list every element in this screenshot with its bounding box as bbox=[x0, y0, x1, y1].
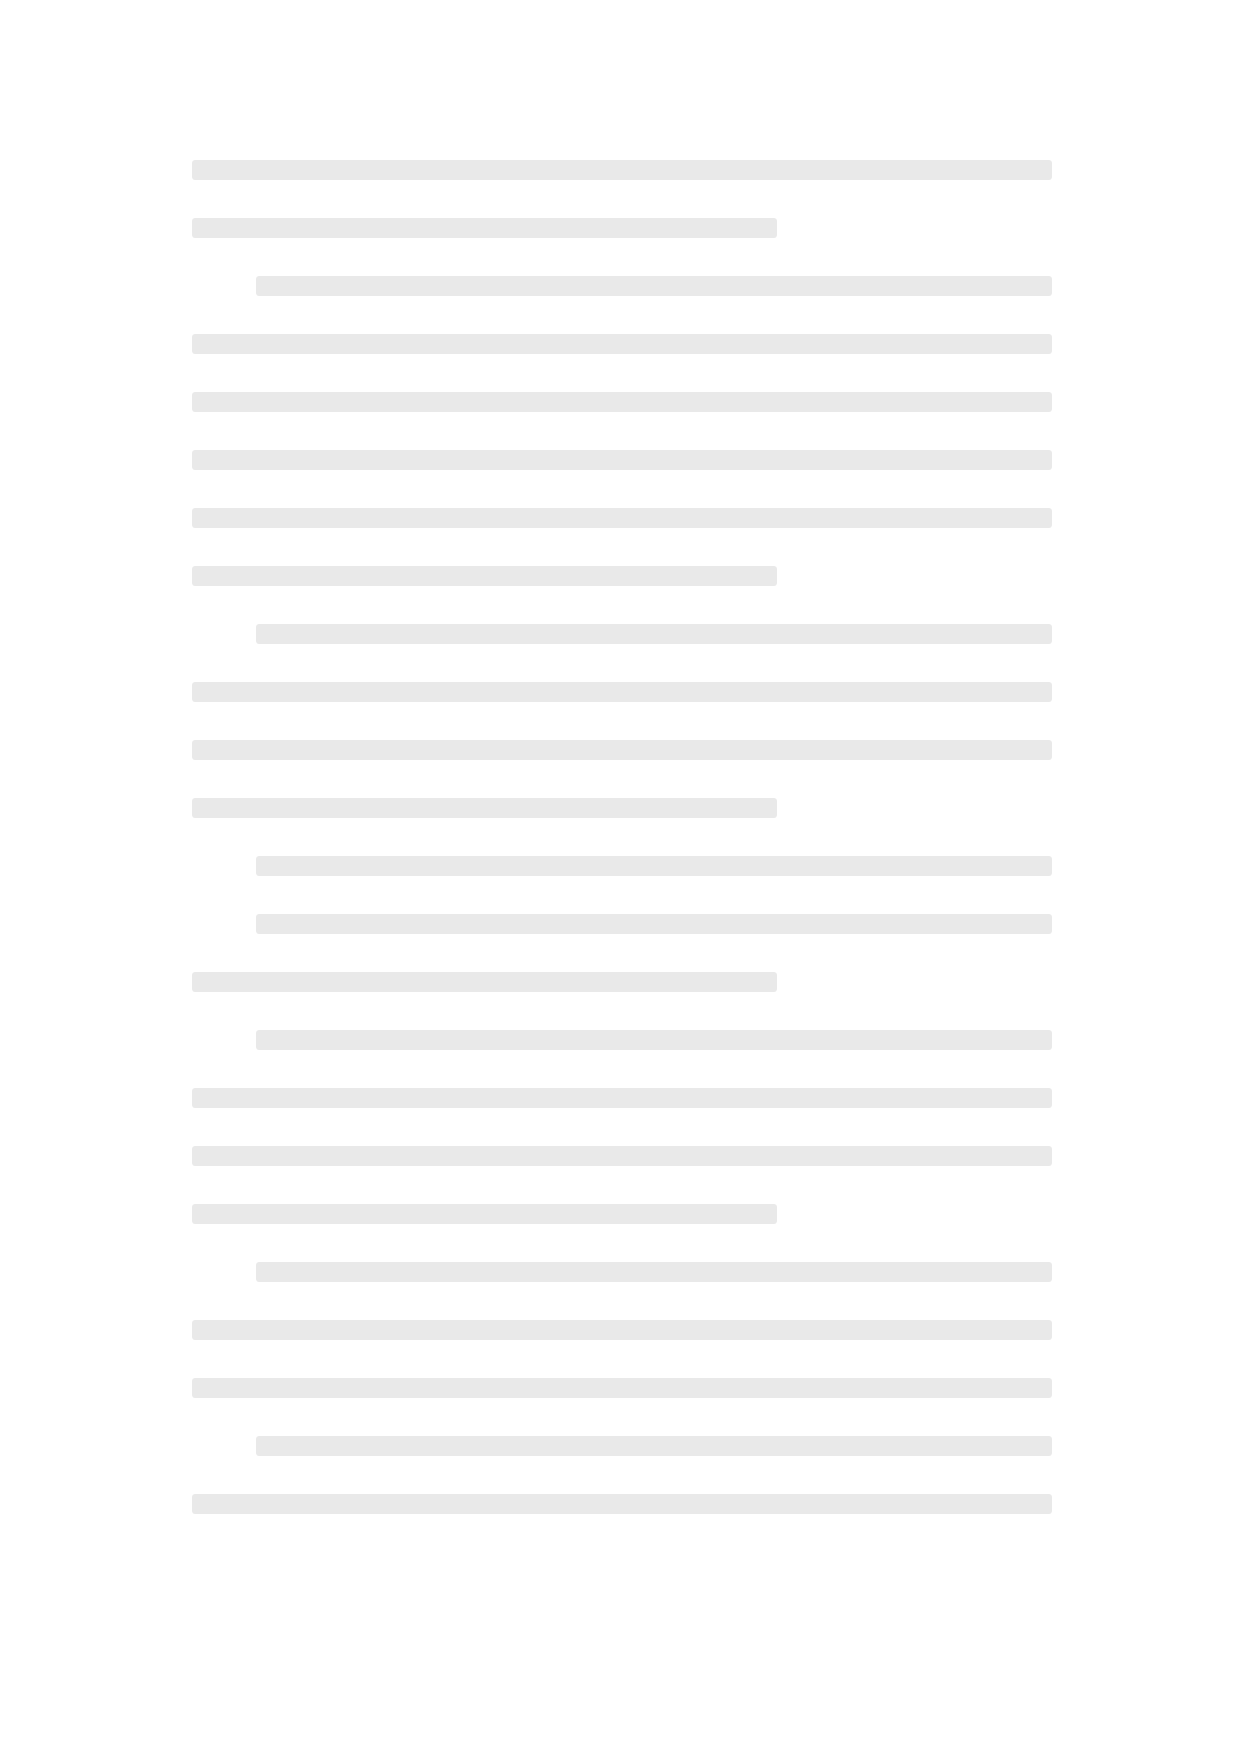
text-line bbox=[256, 856, 1052, 876]
text-line bbox=[192, 1320, 1052, 1340]
document-body bbox=[192, 160, 1052, 1552]
text-line bbox=[192, 682, 1052, 702]
text-line bbox=[256, 1436, 1052, 1456]
text-line bbox=[256, 1262, 1052, 1282]
text-line bbox=[256, 914, 1052, 934]
text-line bbox=[192, 508, 1052, 528]
text-line bbox=[192, 1494, 1052, 1514]
text-line bbox=[192, 972, 777, 992]
text-line bbox=[256, 624, 1052, 644]
text-line bbox=[256, 1030, 1052, 1050]
text-line bbox=[192, 1204, 777, 1224]
text-line bbox=[192, 566, 777, 586]
text-line bbox=[192, 1378, 1052, 1398]
text-line bbox=[192, 160, 1052, 180]
text-line bbox=[192, 740, 1052, 760]
text-line bbox=[192, 798, 777, 818]
text-line bbox=[192, 334, 1052, 354]
text-line bbox=[192, 1088, 1052, 1108]
text-line bbox=[192, 1146, 1052, 1166]
text-line bbox=[192, 392, 1052, 412]
text-line bbox=[192, 218, 777, 238]
text-line bbox=[256, 276, 1052, 296]
text-line bbox=[192, 450, 1052, 470]
